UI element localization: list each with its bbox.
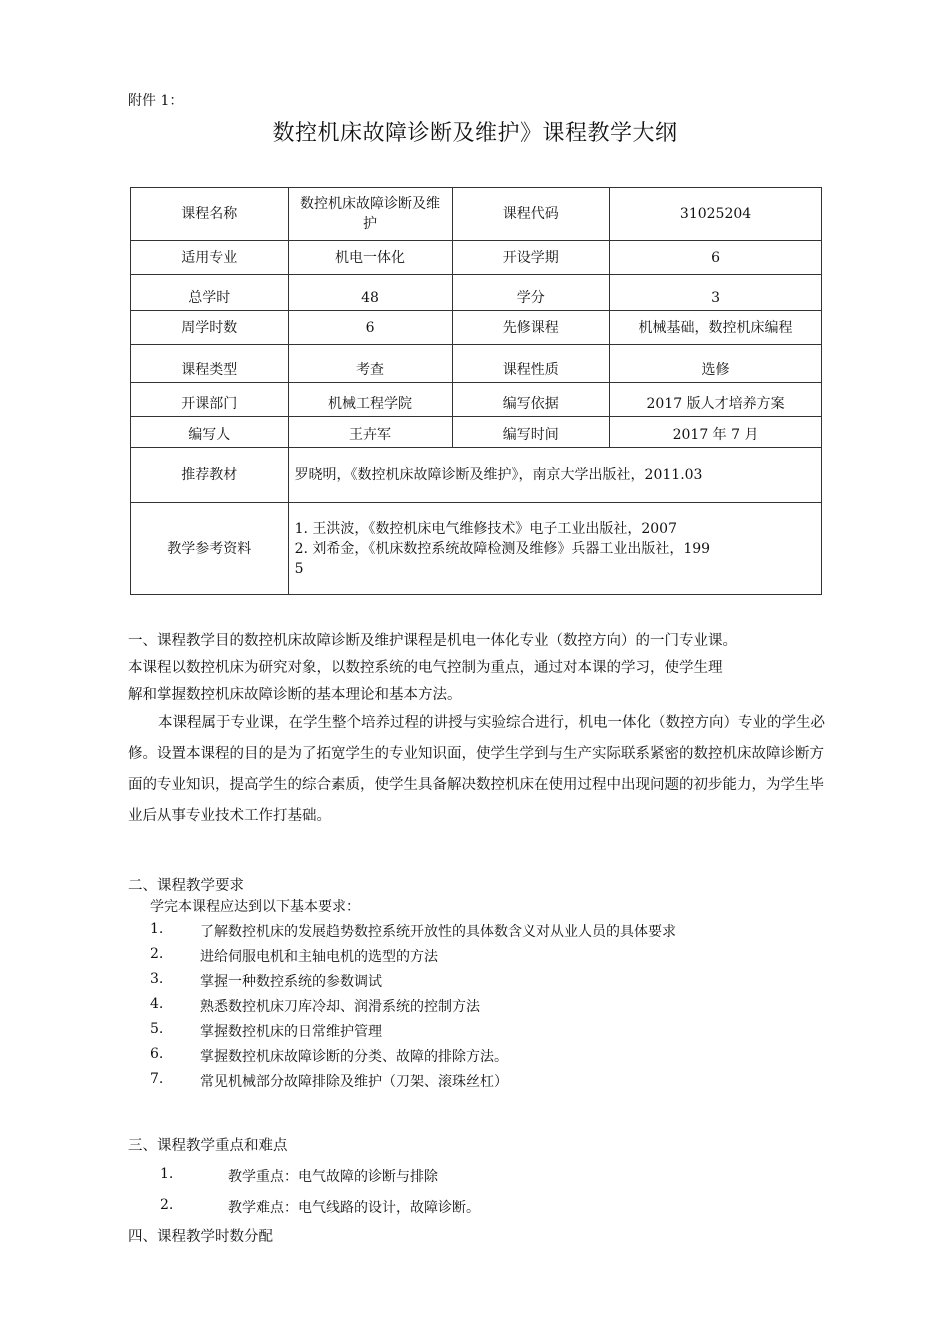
list-item-text: 教学难点：电气线路的设计，故障诊断。 [228,1200,480,1216]
list-item-text: 进给伺服电机和主轴电机的选型的方法 [200,949,438,965]
section-1-line: 本课程以数控机床为研究对象，以数控系统的电气控制为重点，通过对本课的学习，使学生理 [128,660,723,676]
course-code-value: 31025204 [610,188,822,241]
reference-item: 2. 刘希金，《机床数控系统故障检测及维修》兵器工业出版社，199 [294,540,711,557]
list-item-text: 了解数控机床的发展趋势数控系统开放性的具体数含义对从业人员的具体要求 [200,924,676,940]
section-4-heading: 四、课程教学时数分配 [128,1229,273,1245]
list-item-number: 1. [160,1166,174,1182]
table-row [131,311,822,345]
course-name-label: 课程名称 [131,188,289,241]
list-item-number: 1. [150,921,164,937]
course-name-value: 数控机床故障诊断及维护 [288,188,452,241]
weekly-hours-value: 6 [288,311,452,345]
list-item-number: 2. [160,1197,174,1213]
department-label: 开课部门 [131,383,289,417]
reference-item: 5 [294,560,304,577]
references-value [288,503,821,595]
list-item-text: 常见机械部分故障排除及维护（刀架、滚珠丝杠） [200,1074,508,1090]
table-row [131,448,822,503]
section-2-heading: 二、课程教学要求 [128,878,244,894]
semester-value: 6 [610,241,822,275]
references-label: 教学参考资料 [131,503,289,595]
table-row [131,345,822,383]
textbook-value: 罗晓明，《数控机床故障诊断及维护》，南京大学出版社，2011.03 [288,448,821,503]
course-info-table [130,187,822,595]
course-code-label: 课程代码 [452,188,610,241]
total-hours-value: 48 [288,275,452,311]
credits-label: 学分 [452,275,610,311]
course-nature-value: 选修 [610,345,822,383]
date-label: 编写时间 [452,417,610,448]
major-value: 机电一体化 [288,241,452,275]
table-row [131,417,822,448]
textbook-label: 推荐教材 [131,448,289,503]
section-3-heading: 三、课程教学重点和难点 [128,1138,288,1154]
prereq-label: 先修课程 [452,311,610,345]
author-label: 编写人 [131,417,289,448]
basis-label: 编写依据 [452,383,610,417]
document-title: 数控机床故障诊断及维护》课程教学大纲 [272,121,678,146]
major-label: 适用专业 [131,241,289,275]
list-item-number: 5. [150,1021,164,1037]
list-item-number: 7. [150,1071,164,1087]
author-value: 王卉军 [288,417,452,448]
course-nature-label: 课程性质 [452,345,610,383]
table-row [131,275,822,311]
table-row [131,188,822,241]
date-value: 2017 年 7 月 [610,417,822,448]
total-hours-label: 总学时 [131,275,289,311]
section-1-line: 一、课程教学目的数控机床故障诊断及维护课程是机电一体化专业（数控方向）的一门专业课。 [128,633,737,649]
list-item-number: 4. [150,996,164,1012]
reference-item: 1. 王洪波，《数控机床电气维修技术》电子工业出版社，2007 [294,520,677,537]
prereq-value: 机械基础，数控机床编程 [610,311,822,345]
section-1-line: 解和掌握数控机床故障诊断的基本理论和基本方法。 [128,687,462,703]
table-row [131,383,822,417]
section-1 [128,628,842,709]
list-item-text: 掌握数控机床故障诊断的分类、故障的排除方法。 [200,1049,508,1065]
list-item-number: 6. [150,1046,164,1062]
course-type-value: 考查 [288,345,452,383]
basis-value: 2017 版人才培养方案 [610,383,822,417]
list-item-text: 教学重点：电气故障的诊断与排除 [228,1169,438,1185]
list-item-text: 掌握数控机床的日常维护管理 [200,1024,382,1040]
semester-label: 开设学期 [452,241,610,275]
list-item-text: 熟悉数控机床刀库冷却、润滑系统的控制方法 [200,999,480,1015]
credits-value: 3 [610,275,822,311]
weekly-hours-label: 周学时数 [131,311,289,345]
list-item-number: 2. [150,946,164,962]
table-row [131,503,822,595]
course-type-label: 课程类型 [131,345,289,383]
table-row [131,241,822,275]
list-item-text: 掌握一种数控系统的参数调试 [200,974,382,990]
section-2-intro: 学完本课程应达到以下基本要求： [150,899,360,915]
department-value: 机械工程学院 [288,383,452,417]
section-1-paragraph: 本课程属于专业课，在学生整个培养过程的讲授与实验综合进行，机电一体化（数控方向）专业的学生必修。设置本课程的目的是为了拓宽学生的专业知识面，使学生学到与生产实际联系紧密的数控机床故障诊断方面的专业知识，提高学生的综合素质，使学生具备解决数控机床在使用过程中出现问题的初步能力，为学生毕业后从事专业技术工作打基础。 [128,715,825,824]
list-item-number: 3. [150,971,164,987]
attachment-label: 附件 1： [128,93,184,109]
